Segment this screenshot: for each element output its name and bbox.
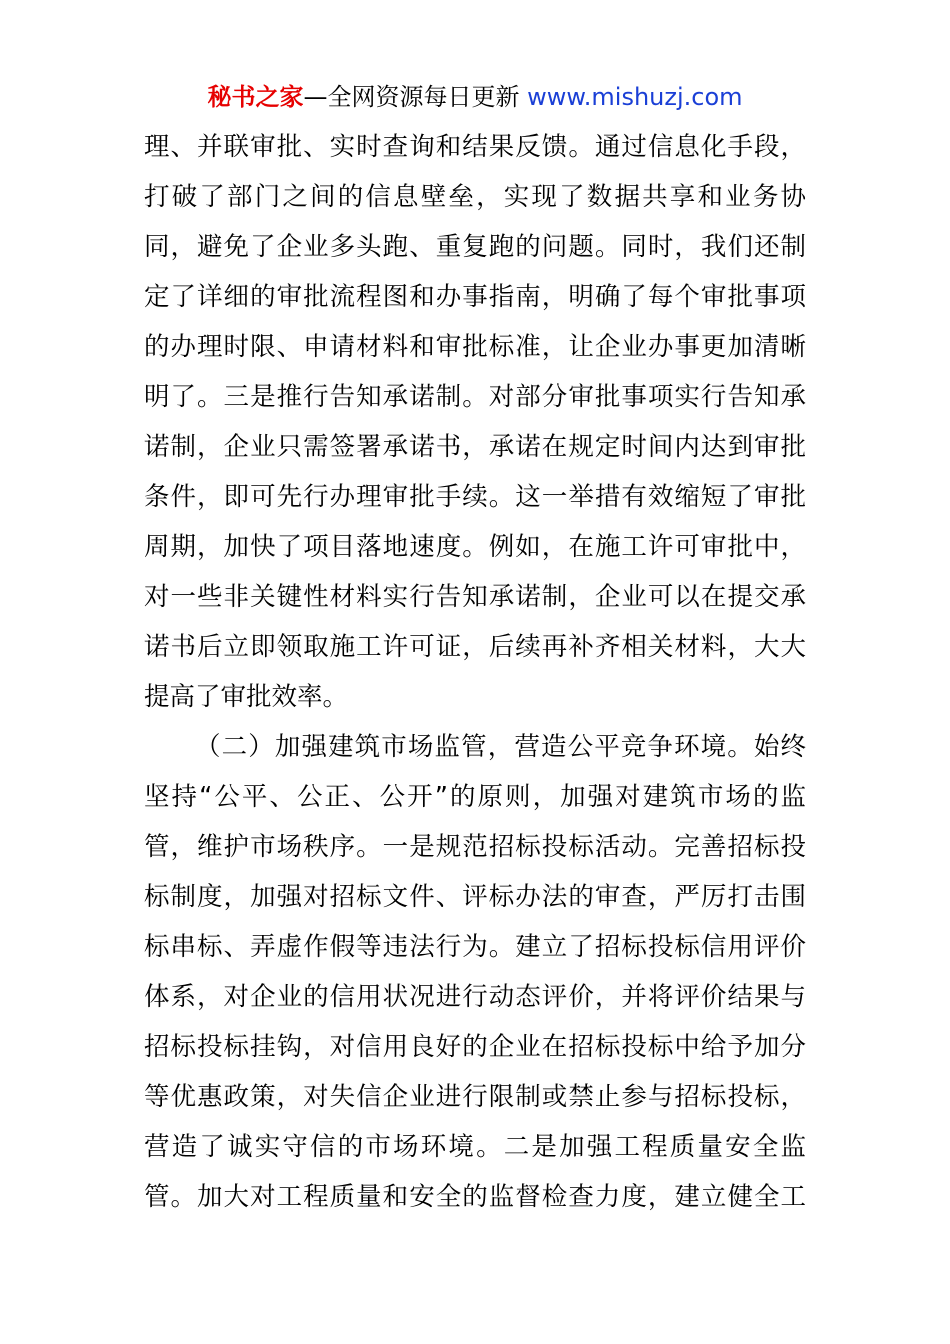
section-heading-line: （二）加强建筑市场监管，营造公平竞争环境。始终 [195, 732, 806, 762]
text-line: 同，避免了企业多头跑、重复跑的问题。同时，我们还制 [144, 232, 806, 262]
text-line: 定了详细的审批流程图和办事指南，明确了每个审批事项 [144, 282, 806, 312]
text-line: 诺书后立即领取施工许可证，后续再补齐相关材料，大大 [144, 632, 806, 662]
text-line: 对一些非关键性材料实行告知承诺制，企业可以在提交承 [144, 582, 806, 612]
header-site-url[interactable]: www.mishuzj.com [527, 83, 743, 111]
text-line: 周期，加快了项目落地速度。例如，在施工许可审批中， [144, 532, 806, 562]
text-line: 坚持“公平、公正、公开”的原则，加强对建筑市场的监 [144, 782, 806, 812]
header-tagline: —全网资源每日更新 [303, 83, 520, 111]
page-header [0, 80, 950, 114]
text-line: 标串标、弄虚作假等违法行为。建立了招标投标信用评价 [144, 932, 806, 962]
text-line: 管。加大对工程质量和安全的监督检查力度，建立健全工 [144, 1182, 806, 1212]
text-line: 打破了部门之间的信息壁垒，实现了数据共享和业务协 [144, 182, 806, 212]
text-line: 管，维护市场秩序。一是规范招标投标活动。完善招标投 [144, 832, 806, 862]
text-line: 明了。三是推行告知承诺制。对部分审批事项实行告知承 [144, 382, 806, 412]
text-line: 提高了审批效率。 [144, 682, 349, 712]
text-line: 诺制，企业只需签署承诺书，承诺在规定时间内达到审批 [144, 432, 806, 462]
text-line: 的办理时限、申请材料和审批标准，让企业办事更加清晰 [144, 332, 806, 362]
text-line: 营造了诚实守信的市场环境。二是加强工程质量安全监 [144, 1132, 806, 1162]
header-brand: 秘书之家 [207, 83, 304, 111]
text-line: 招标投标挂钩，对信用良好的企业在招标投标中给予加分 [144, 1032, 806, 1062]
text-line: 条件，即可先行办理审批手续。这一举措有效缩短了审批 [144, 482, 806, 512]
text-line: 等优惠政策，对失信企业进行限制或禁止参与招标投标， [144, 1082, 806, 1112]
text-line: 标制度，加强对招标文件、评标办法的审查，严厉打击围 [144, 882, 806, 912]
text-line: 体系，对企业的信用状况进行动态评价，并将评价结果与 [144, 982, 806, 1012]
text-line: 理、并联审批、实时查询和结果反馈。通过信息化手段， [144, 132, 806, 162]
body-text [144, 122, 806, 1222]
